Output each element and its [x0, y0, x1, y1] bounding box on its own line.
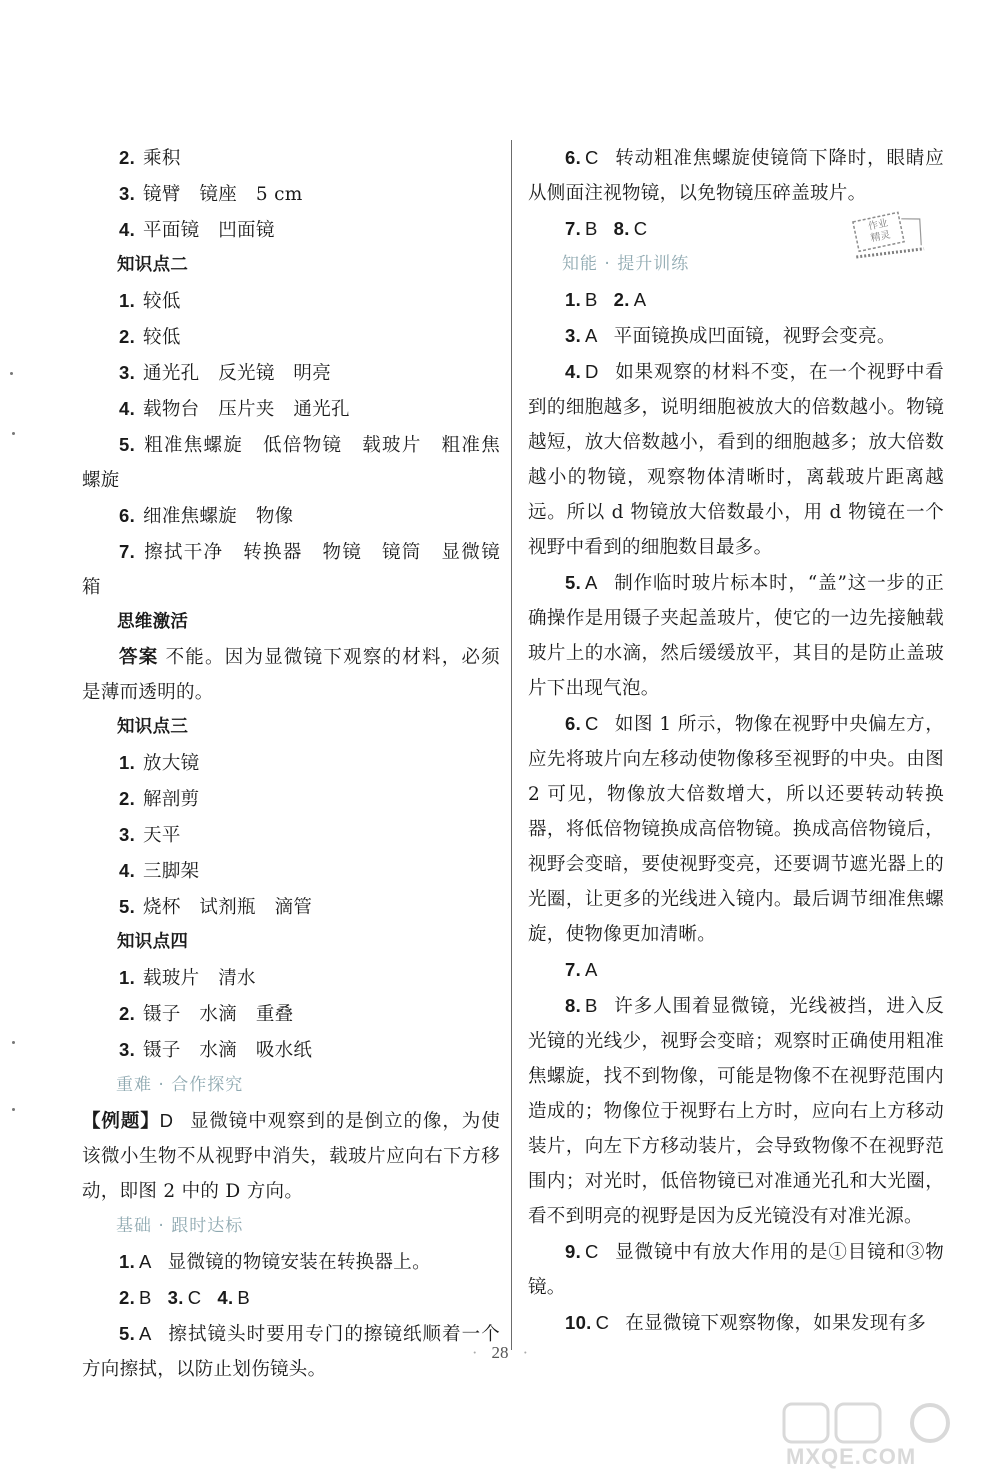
list-item [82, 745, 500, 781]
item-text: 平面镜 凹面镜 [143, 220, 275, 241]
item-text: 较低 [143, 291, 181, 312]
list-item [528, 354, 944, 565]
question-answer: A [585, 959, 598, 980]
margin-mark [12, 1041, 15, 1044]
item-text: 在显微镜下观察物像，如果发现有多 [625, 1313, 927, 1334]
question-number: 1. [119, 290, 136, 311]
question-number: 4. [119, 398, 136, 419]
list-item [82, 996, 500, 1032]
item-text: 细准焦螺旋 物像 [143, 506, 294, 527]
question-number: 6. [565, 147, 582, 168]
item-text: 如果观察的材料不变，在一个视野中看到的细胞越多，说明细胞被放大的倍数越小。物镜越短，放大倍数越小，看到的细胞越多；放大倍数越小的物镜，观察物体清晰时，离载玻片距离越远。所以 d 物镜放大倍数最小，用 d 物镜在一个视野中看到的细胞数目最多。 [528, 362, 944, 558]
list-item [82, 176, 500, 212]
question-number: 7. [119, 541, 136, 562]
question-answer: B [585, 289, 598, 310]
answer-label: 答案 [119, 647, 159, 668]
list-item [82, 283, 500, 319]
question-answer: A [585, 325, 598, 346]
list-item [82, 212, 500, 248]
item-text: 通光孔 反光镜 明亮 [143, 363, 332, 384]
section-title: 知能 · 提升训练 [562, 254, 690, 274]
answer-row [82, 1280, 500, 1316]
question-answer: C [585, 147, 599, 168]
item-text: 如图 1 所示，物像在视野中央偏左方，应先将玻片向左移动使物像移至视野的中央。由图 2 可见，物像放大倍数增大，所以还要转动转换器，将低倍物镜换成高倍物镜。换成高倍物镜后，视野会变暗，要使视野变亮，还要调节遮光器上的光圈，让更多的光线进入镜内。最后调节细准焦螺旋，使物像更加清晰。 [528, 714, 944, 945]
answer-text: 不能。因为显微镜下观察的材料，必须是薄而透明的。 [82, 647, 500, 703]
question-answer: A [139, 1251, 152, 1272]
item-text: 擦拭干净 转换器 物镜 镜筒 显微镜箱 [82, 542, 500, 598]
left-column [82, 140, 500, 1387]
list-item [82, 391, 500, 427]
subheading: 知识点三 [117, 717, 189, 737]
watermark-text: MXQE.COM [786, 1444, 917, 1469]
footer-dot-left: · [471, 1343, 478, 1362]
question-number: 3. [565, 325, 582, 346]
list-item [82, 889, 500, 925]
item-text: 平面镜换成凹面镜，视野会变亮。 [613, 326, 896, 347]
list-item [82, 817, 500, 853]
question-number: 4. [119, 219, 136, 240]
list-item [82, 319, 500, 355]
margin-mark [12, 1108, 15, 1111]
example-label: 【例题】 [82, 1111, 160, 1132]
question-number: 1. [119, 752, 136, 773]
list-item [528, 318, 944, 354]
list-item [82, 498, 500, 534]
question-number: 3. [119, 362, 136, 383]
question-answer: D [585, 361, 599, 382]
example-text: 显微镜中观察到的是倒立的像，为使该微小生物不从视野中消失，载玻片应向右下方移动，即图 2 中的 D 方向。 [82, 1111, 500, 1202]
watermark-icon [780, 1400, 990, 1446]
item-text: 镊子 水滴 吸水纸 [143, 1040, 313, 1061]
question-number: 8. [565, 995, 582, 1016]
question-number: 2. [119, 326, 136, 347]
question-number: 6. [565, 713, 582, 734]
question-answer: B [585, 218, 598, 239]
subheading: 思维激活 [117, 612, 189, 632]
list-item [82, 534, 500, 605]
question-answer: C [585, 713, 599, 734]
item-text: 擦拭镜头时要用专门的擦镜纸顺着一个方向擦拭，以防止划伤镜头。 [82, 1324, 500, 1380]
list-item [528, 140, 944, 211]
question-number: 6. [119, 505, 136, 526]
question-number: 2. [119, 1003, 136, 1024]
question-number: 2. [613, 289, 630, 310]
question-number: 1. [119, 1251, 136, 1272]
item-text: 三脚架 [143, 861, 200, 882]
list-item [528, 1305, 944, 1341]
question-number: 1. [119, 967, 136, 988]
list-item [82, 960, 500, 996]
question-number: 4. [217, 1287, 234, 1308]
question-answer: A [139, 1323, 152, 1344]
item-text: 许多人围着显微镜，光线被挡，进入反光镜的光线少，视野会变暗；观察时正确使用粗准焦螺旋，找不到物像，可能是物像不在视野范围内造成的；物像位于视野右上方时，应向右上方移动装片，向左下方移动装片，会导致物像不在视野范围内；对光时，低倍物镜已对准通光孔和大光圈，看不到明亮的视野是因为反光镜没有对准光源。 [528, 996, 944, 1227]
question-answer: A [633, 289, 647, 310]
list-item [528, 706, 944, 952]
item-text: 解剖剪 [143, 789, 200, 810]
section-title: 基础 · 跟时达标 [116, 1216, 244, 1236]
answer-paragraph [82, 640, 500, 710]
question-number: 3. [167, 1287, 184, 1308]
right-column [528, 140, 944, 1341]
margin-mark [12, 432, 15, 435]
list-item [82, 853, 500, 889]
list-item [528, 565, 944, 706]
question-number: 10. [565, 1312, 592, 1333]
list-item [82, 355, 500, 391]
question-number: 2. [119, 788, 136, 809]
stamp-text: 作业 精灵 [867, 217, 892, 245]
question-answer: B [237, 1287, 251, 1308]
item-text: 镊子 水滴 重叠 [143, 1004, 294, 1025]
question-number: 4. [119, 860, 136, 881]
list-item [82, 1032, 500, 1068]
item-text: 放大镜 [143, 753, 200, 774]
item-text: 制作临时玻片标本时，“盖”这一步的正确操作是用镊子夹起盖玻片，使它的一边先接触载玻片上的水滴，然后缓缓放平，其目的是防止盖玻片下出现气泡。 [528, 573, 944, 699]
subheading: 知识点四 [117, 932, 189, 952]
item-text: 载物台 压片夹 通光孔 [143, 399, 350, 420]
list-item [528, 1234, 944, 1305]
question-number: 3. [119, 824, 136, 845]
list-item [528, 952, 944, 988]
question-number: 5. [119, 1323, 136, 1344]
page-number-footer [0, 1343, 1000, 1363]
footer-dot-right: · [522, 1343, 529, 1362]
question-answer: C [187, 1287, 202, 1308]
page-number: 28 [491, 1343, 509, 1362]
question-answer: A [585, 572, 598, 593]
question-answer: C [585, 1241, 599, 1262]
list-item [82, 140, 500, 176]
question-answer: B [139, 1287, 152, 1308]
item-text: 粗准焦螺旋 低倍物镜 载玻片 粗准焦螺旋 [82, 435, 500, 491]
example-paragraph [82, 1103, 500, 1209]
item-text: 显微镜的物镜安装在转换器上。 [167, 1252, 431, 1273]
item-text: 转动粗准焦螺旋使镜筒下降时，眼睛应从侧面注视物镜，以免物镜压碎盖玻片。 [528, 148, 944, 204]
question-number: 3. [119, 183, 136, 204]
item-text: 载玻片 清水 [143, 968, 256, 989]
question-number: 7. [565, 959, 582, 980]
item-text: 显微镜中有放大作用的是①目镜和③物镜。 [528, 1242, 944, 1298]
item-text: 烧杯 试剂瓶 滴管 [143, 897, 313, 918]
question-number: 5. [565, 572, 582, 593]
item-text: 较低 [143, 327, 181, 348]
question-number: 8. [613, 218, 630, 239]
question-number: 4. [565, 361, 582, 382]
example-answer: D [159, 1110, 174, 1131]
item-text: 天平 [143, 825, 181, 846]
question-number: 5. [119, 434, 136, 455]
question-answer: C [633, 218, 648, 239]
question-number: 9. [565, 1241, 582, 1262]
item-text: 镜臂 镜座 5 cm [143, 184, 303, 205]
question-number: 1. [565, 289, 582, 310]
question-number: 2. [119, 147, 136, 168]
answer-row [528, 282, 944, 318]
item-text: 乘积 [143, 148, 181, 169]
section-title: 重难 · 合作探究 [116, 1075, 244, 1095]
question-number: 7. [565, 218, 582, 239]
question-answer: B [585, 995, 598, 1016]
list-item [82, 781, 500, 817]
question-number: 2. [119, 1287, 136, 1308]
watermark-logo [780, 1400, 990, 1469]
margin-mark [10, 372, 13, 375]
list-item [528, 988, 944, 1234]
column-divider [511, 140, 512, 1350]
question-answer: C [595, 1312, 610, 1333]
subheading: 知识点二 [117, 255, 189, 275]
question-number: 5. [119, 896, 136, 917]
list-item [82, 427, 500, 498]
question-number: 3. [119, 1039, 136, 1060]
list-item [82, 1244, 500, 1280]
